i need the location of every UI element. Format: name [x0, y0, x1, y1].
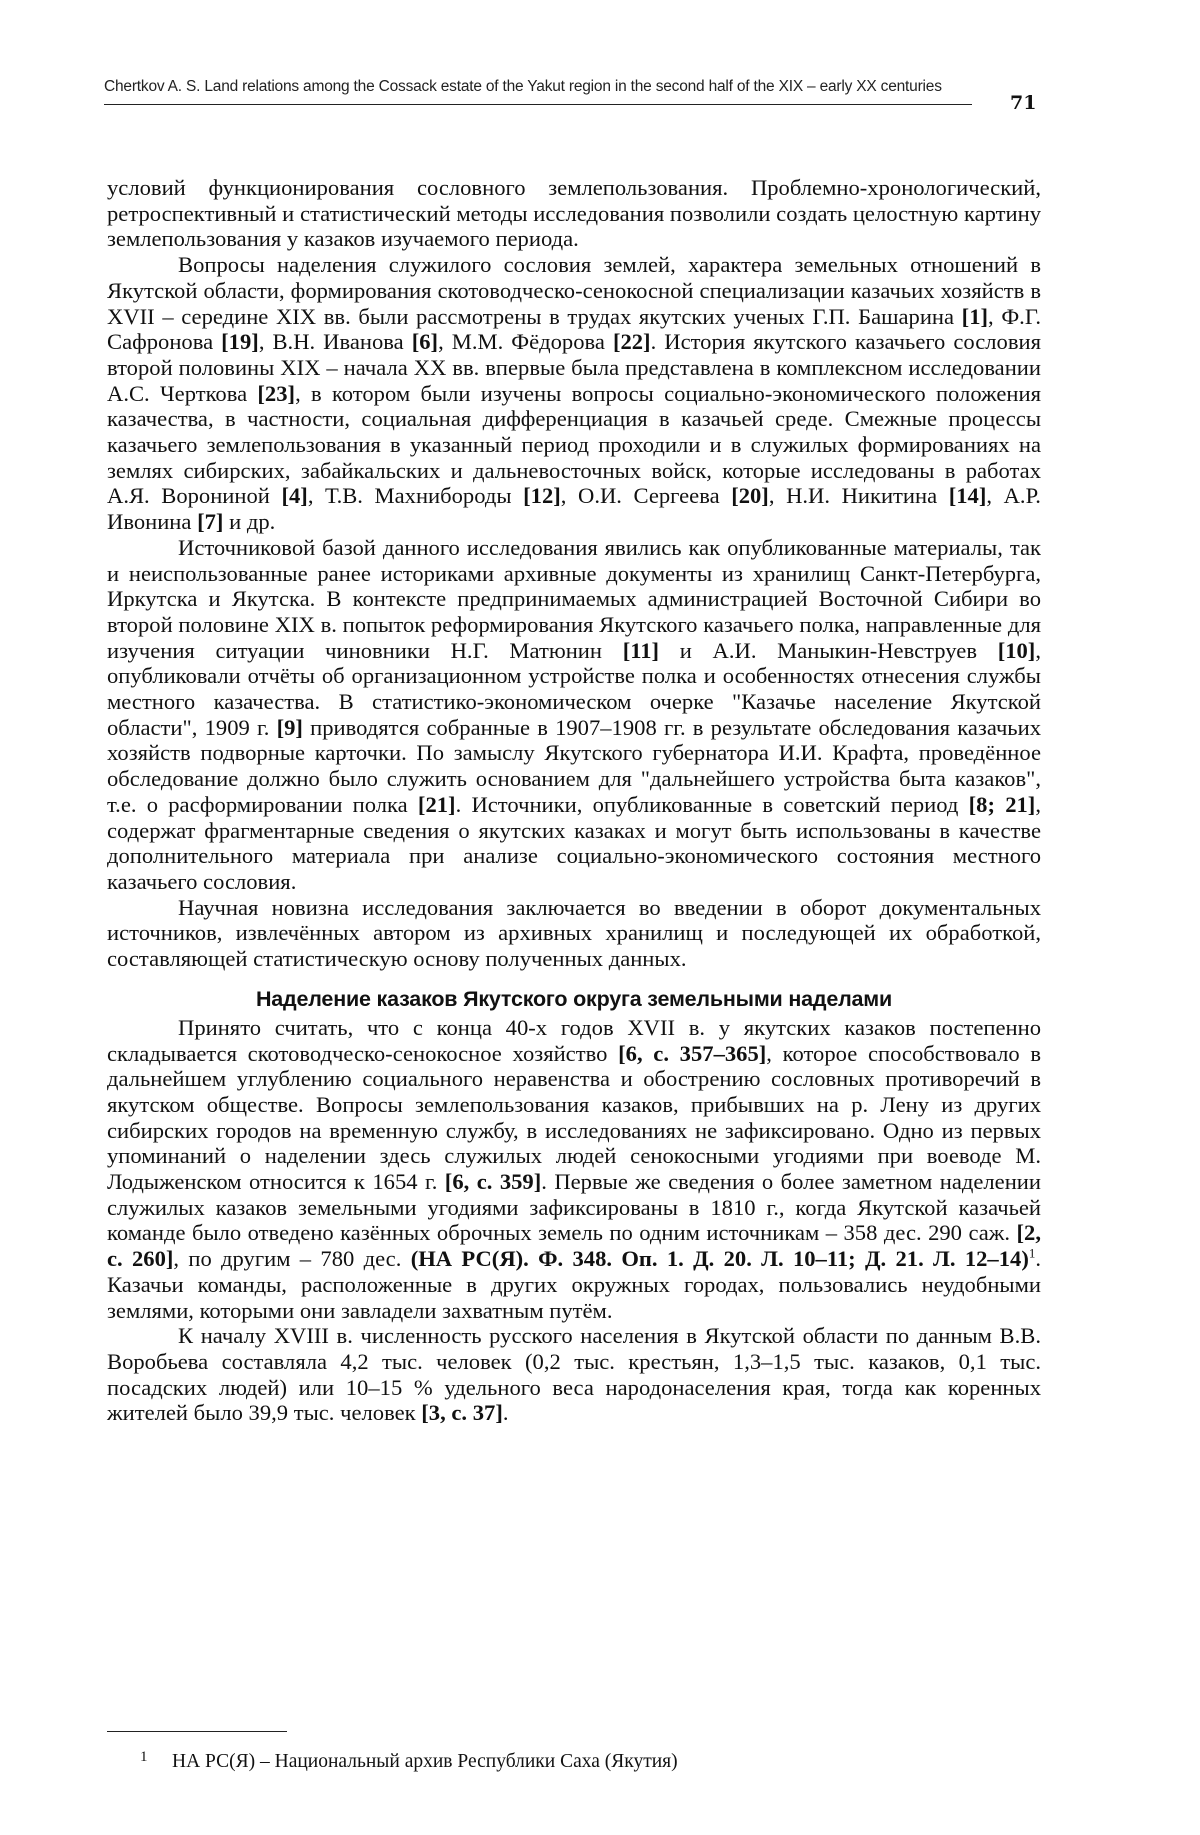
citation: [1]	[961, 303, 989, 329]
running-head: Chertkov A. S. Land relations among the Cossack estate of the Yakut region in the second half of the XIX – early XX centuries	[104, 78, 942, 95]
text-run: .	[502, 1400, 509, 1426]
paragraph-1: условий функционирования сословного землепользования. Проблемно-хронологический, ретроспективный и статистический методы исследования позволили создать целостную картину землепользования у казаков изучаемого периода.	[107, 175, 1041, 252]
citation: [6, с. 359]	[444, 1169, 542, 1195]
citation: [14]	[948, 483, 987, 509]
citation: [22]	[612, 329, 651, 355]
text-run: , Н.И. Никитина	[768, 483, 938, 509]
text-run: К началу XVIII в. численность русского населения в Якутской области по данным В.В. Воробьева составляла 4,2 тыс. человек (0,2 тыс. крестьян, 1,3–1,5 тыс. казаков, 0,1 тыс. посадских людей) или 10–15 % удельного веса народонаселения края, тогда как коренных жителей было 39,9 тыс. человек	[107, 1323, 1041, 1426]
footnote-rule	[107, 1731, 287, 1732]
text-run: , О.И. Сергеева	[560, 483, 720, 509]
article-body	[107, 175, 1041, 1426]
text-run: , Т.В. Махнибороды	[307, 483, 512, 509]
citation: [20]	[731, 483, 769, 509]
footnote-reference[interactable]: 1	[1028, 1245, 1036, 1261]
citation: [10]	[997, 637, 1036, 663]
text-run: Источниковой базой данного исследования явились как опубликованные материалы, так и неиспользованные ранее историками архивные документы из хранилищ Санкт-Петербурга, Иркутска и Якутска. В контексте предпринимаемых администрацией Восточной Сибири во второй половине XIX в. попыток реформирования Якутского казачьего полка, направленные для изучения ситуации чиновники Н.Г. Матюнин	[107, 534, 1041, 663]
text-run: . Источники, опубликованные в советский период	[455, 791, 959, 817]
text-run: Принято считать, что с конца 40-х годов XVII в. у якутских казаков постепенно складывается скотоводческо-сенокосное хозяйство	[107, 1014, 1041, 1066]
paragraph-2	[107, 252, 1041, 535]
header-rule	[104, 104, 972, 105]
citation: [6]	[411, 329, 439, 355]
text-run: . История якутского казачьего сословия второй половины XIX – начала XX вв. впервые была представлена в комплексном исследовании А.С. Черткова	[107, 329, 1042, 406]
text-run: , в котором были изучены вопросы социально-экономического положения казачества, в частности, социальная дифференциация в казачьей среде. Смежные процессы казачьего землепользования в указанный период проходили и в служилых формированиях на землях сибирских, забайкальских и дальневосточных войск, которые исследованы в работах А.Я. Ворониной	[107, 380, 1041, 509]
citation: [11]	[622, 637, 660, 663]
citation: [2, с. 260]	[107, 1220, 1041, 1272]
text-run: , содержат фрагментарные сведения о якутских казаках и могут быть использованы в качестве дополнительного материала при анализе социально-экономического состояния местного казачьего сословия.	[107, 791, 1041, 894]
text-run: , которое способствовало в дальнейшем углублению социального неравенства и обострению сословных противоречий в якутском обществе. Вопросы землепользования казаков, прибывших на р. Лену из других сибирских городов на временную службу, в исследованиях не зафиксировано. Одно из первых упоминаний о наделении здесь служилых людей сенокосными угодиями при воеводе М. Лодыженском относится к 1654 г.	[107, 1040, 1042, 1195]
text-run: Вопросы наделения служилого сословия землей, характера земельных отношений в Якутской области, формирования скотоводческо-сенокосной специализации казачьих хозяйств в XVII – середине XIX вв. были рассмотрены в трудах якутских ученых Г.П. Башарина	[107, 252, 1041, 329]
text-run: , М.М. Фёдорова	[438, 329, 605, 355]
citation: [7]	[197, 509, 224, 535]
page-number: 71	[1010, 92, 1037, 114]
text-run: , по другим – 780 дес.	[173, 1246, 402, 1272]
paragraph-5	[107, 1015, 1041, 1323]
citation: [6, с. 357–365]	[618, 1040, 767, 1066]
text-run: и А.И. Маныкин-Невструев	[659, 637, 977, 663]
footnote-mark: 1	[140, 1749, 148, 1765]
citation: [12]	[523, 483, 561, 509]
text-run: и др.	[223, 509, 276, 535]
paragraph-3	[107, 535, 1041, 895]
text-run: , В.Н. Иванова	[258, 329, 404, 355]
citation: [21]	[417, 791, 456, 817]
text-run: . Первые же сведения о более заметном наделении служилых казаков земельными угодиями зафиксированы в 1810 г., когда Якутской казачьей команде было отведено казённых оброчных земель по одним источникам – 358 дес. 290 саж.	[107, 1169, 1041, 1246]
citation: [23]	[257, 380, 296, 406]
paragraph-6	[107, 1323, 1041, 1426]
citation: [9]	[276, 714, 303, 740]
paragraph-4: Научная новизна исследования заключается во введении в оборот документальных источников, извлечённых автором из архивных хранилищ и последующей их обработкой, составляющей статистическую основу полученных данных.	[107, 894, 1041, 972]
citation: [19]	[221, 329, 259, 355]
text-run: , А.Р. Ивонина	[107, 483, 1041, 535]
citation: [4]	[281, 483, 308, 509]
text-run: , опубликовали отчёты об организационном устройстве полка и особенностях отнесения службы местного казачества. В статистико-экономическом очерке "Казачье население Якутской области", 1909 г.	[107, 637, 1041, 740]
text-run: , Ф.Г. Сафронова	[107, 303, 1041, 355]
footnote-text: НА РС(Я) – Национальный архив Республики Саха (Якутия)	[172, 1751, 678, 1772]
citation: [8; 21]	[968, 791, 1036, 817]
archive-reference: (НА РС(Я). Ф. 348. Оп. 1. Д. 20. Л. 10–11; Д. 21. Л. 12–14)	[410, 1246, 1029, 1272]
citation: [3, с. 37]	[421, 1400, 503, 1426]
footnote	[140, 1745, 1020, 1774]
section-title: Наделение казаков Якутского округа земельными наделами	[255, 986, 893, 1011]
text-run: . Казачьи команды, расположенные в других окружных городах, пользовались неудобными землями, которыми они завладели захватным путём.	[107, 1246, 1042, 1323]
text-run: приводятся собранные в 1907–1908 гг. в результате обследования казачьих хозяйств подворные карточки. По замыслу Якутского губернатора И.И. Крафта, проведённое обследование должно было служить основанием для "дальнейшего устройства быта казаков", т.е. о расформировании полка	[107, 714, 1042, 817]
